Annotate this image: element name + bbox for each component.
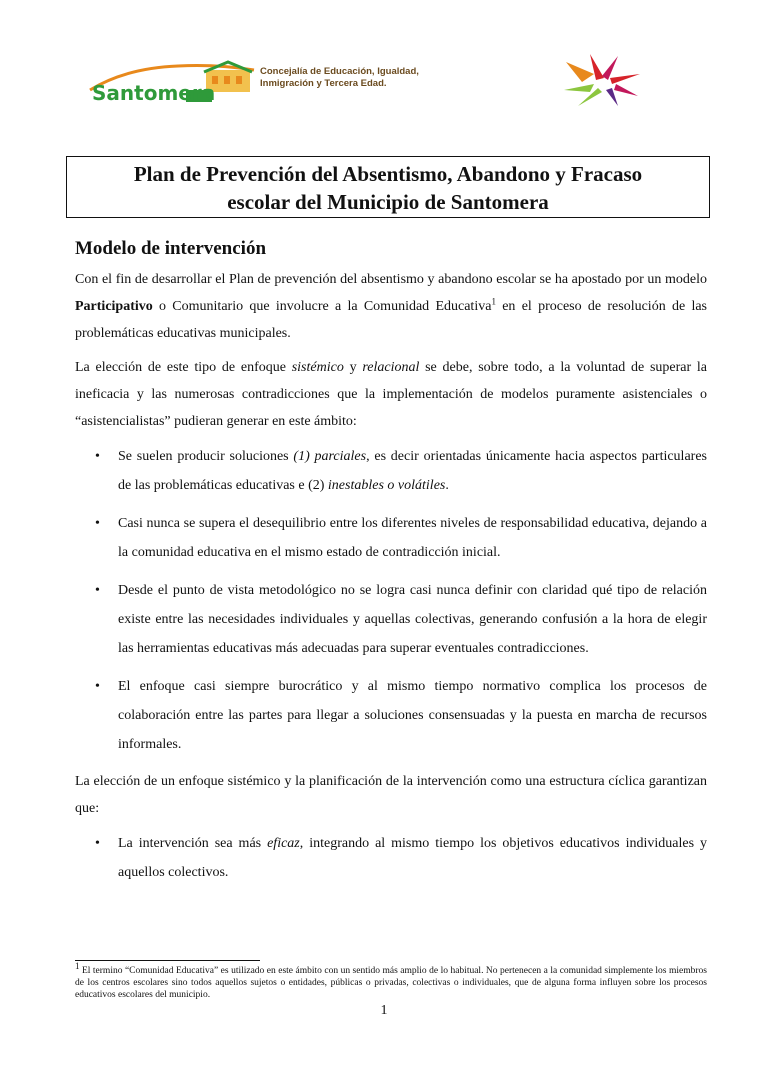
footnote-ref[interactable]: 1 <box>491 296 496 307</box>
page-number: 1 <box>380 1003 388 1018</box>
concejalia-line-2: Inmigración y Tercera Edad. <box>260 78 387 89</box>
paragraph-1 <box>75 266 707 347</box>
paragraph-3: La elección de un enfoque sistémico y la planificación de la intervención como una estructura cíclica garantizan que: <box>75 774 707 816</box>
list-item <box>75 509 707 567</box>
list-item <box>75 672 707 759</box>
p2-italic-relacional: relacional <box>362 360 420 375</box>
b1-italic-inestables: inestables o volátiles <box>327 478 446 493</box>
title-line-1: Plan de Prevención del Absentismo, Abandono y Fracaso <box>133 162 643 186</box>
footnote-divider <box>75 960 260 961</box>
list-item <box>75 576 707 663</box>
b3-text: Desde el punto de vista metodológico no se logra casi nunca definir con claridad qué tipo de relación existe entre las necesidades individuales y aquellas colectivas, generando confusión a la hora de elegir las herramientas educativas más adecuadas para superar eventuales contradicciones. <box>118 583 707 656</box>
list-item <box>75 829 707 887</box>
document-title-box <box>66 156 710 218</box>
bullet-icon: • <box>95 449 100 464</box>
p1-text-a: Con el fin de desarrollar el Plan de prevención del absentismo y abandono escolar se ha apostado por un modelo <box>75 272 707 287</box>
bullet-icon: • <box>95 583 100 598</box>
p1-text-c: en el proceso de resolución de las problemáticas educativas municipales. <box>75 299 708 341</box>
concejalia-line-1: Concejalía de Educación, Igualdad, <box>260 66 419 77</box>
concejalia-text <box>260 66 419 90</box>
footnote <box>75 960 707 1001</box>
p2-text-c: se debe, sobre todo, a la voluntad de superar la ineficacia y las numerosas contradicciones que la implementación de modelos puramente asistenciales o “asistencialistas” pudieran generar en este ámbito: <box>75 360 707 429</box>
document-body <box>75 236 707 896</box>
p1-text-b: o Comunitario que involucre a la Comunidad Educativa <box>152 299 492 314</box>
bullet-list-2 <box>75 829 707 887</box>
p2-text-a: La elección de este tipo de enfoque <box>75 360 292 375</box>
santomera-logo <box>86 60 266 108</box>
bullet-icon: • <box>95 836 100 851</box>
p1-bold-participativo: Participativo <box>75 299 153 314</box>
arrows-logo-icon <box>560 52 644 108</box>
b5-text-a: La intervención sea más <box>118 836 268 851</box>
b1-text-b: , es decir orientadas únicamente hacia aspectos particulares de las problemáticas educativas e (2) <box>118 449 707 493</box>
b4-text: El enfoque casi siempre burocrático y al mismo tiempo normativo complica los procesos de colaboración entre las partes para llegar a soluciones consensuadas y la puesta en marcha de recursos informales. <box>118 679 707 752</box>
b5-italic-eficaz: eficaz <box>267 836 300 851</box>
footnote-text: El termino “Comunidad Educativa” es utilizado en este ámbito con un sentido más amplio de lo habitual. No pertenecen a la comunidad simplemente los miembros de los centros escolares sino todos aquellos sujetos o entidades, públicas o privadas, colectivas o individuales, que de alguna forma influyen sobre los procesos educativos escolares del municipio. <box>75 966 707 1000</box>
bullet-icon: • <box>95 679 100 694</box>
b1-text-a: Se suelen producir soluciones <box>118 449 294 464</box>
bullet-list-1 <box>75 442 707 759</box>
b1-text-c: . <box>445 478 449 493</box>
bullet-icon: • <box>95 516 100 531</box>
b1-italic-parciales: (1) parciales <box>293 449 367 464</box>
footnote-number: 1 <box>75 960 80 971</box>
page-header <box>78 52 718 122</box>
title-line-2: escolar del Municipio de Santomera <box>227 190 549 214</box>
santomera-logo-text: Santomera <box>92 81 216 105</box>
section-heading: Modelo de intervención <box>75 238 267 259</box>
b2-text: Casi nunca se supera el desequilibrio entre los diferentes niveles de responsabilidad educativa, dejando a la comunidad educativa en el mismo estado de contradicción inicial. <box>118 516 707 560</box>
p2-italic-sistemico: sistémico <box>291 360 344 375</box>
p2-text-b: y <box>343 360 363 375</box>
paragraph-2 <box>75 354 707 435</box>
b5-text-b: , integrando al mismo tiempo los objetivos educativos individuales y aquellos colectivos. <box>118 836 708 880</box>
list-item <box>75 442 707 500</box>
